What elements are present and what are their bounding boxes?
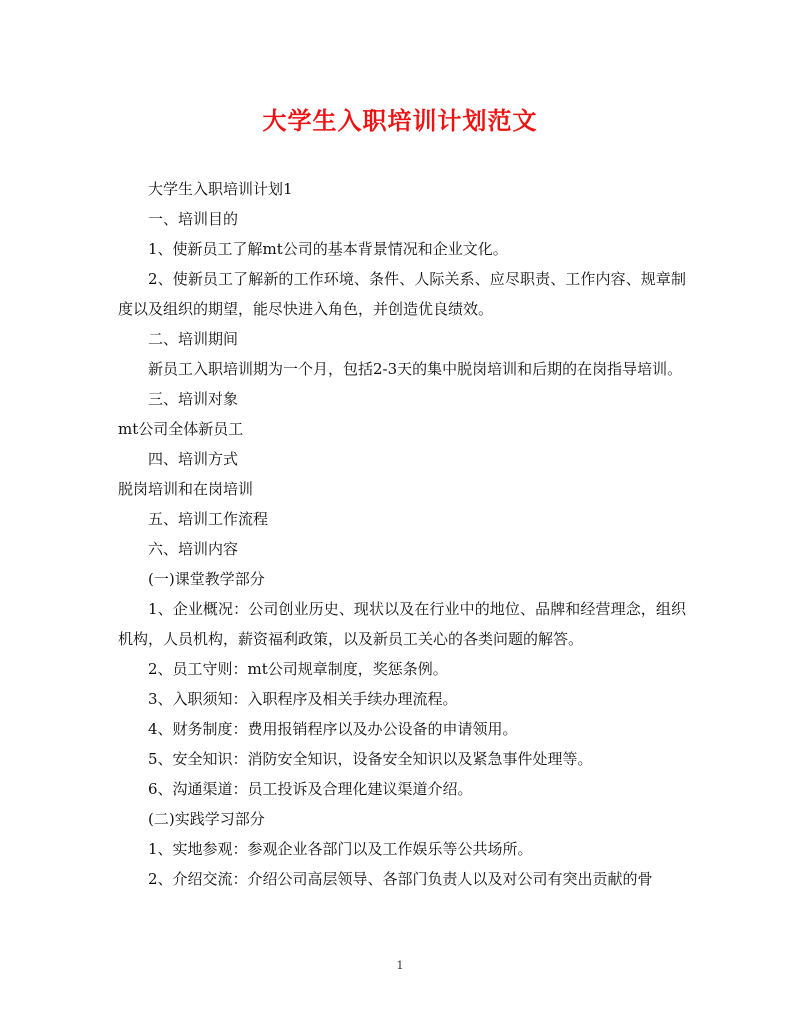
paragraph: mt公司全体新员工 — [118, 420, 244, 438]
section-heading: 二、培训期间 — [148, 330, 239, 348]
paragraph: 2、介绍交流：介绍公司高层领导、各部门负责人以及对公司有突出贡献的骨 — [148, 870, 653, 888]
page-number: 1 — [396, 959, 404, 972]
section-heading: 六、培训内容 — [148, 540, 239, 558]
section-heading: 四、培训方式 — [148, 450, 239, 468]
section-heading: 大学生入职培训计划1 — [148, 180, 293, 198]
paragraph: 新员工入职培训期为一个月，包括2-3天的集中脱岗培训和后期的在岗指导培训。 — [148, 360, 683, 378]
document-body — [118, 174, 686, 894]
paragraph: 5、安全知识：消防安全知识，设备安全知识以及紧急事件处理等。 — [148, 750, 593, 768]
subsection-heading: (二)实践学习部分 — [148, 810, 265, 828]
section-heading: 三、培训对象 — [148, 390, 239, 408]
paragraph: 2、员工守则：mt公司规章制度，奖惩条例。 — [148, 660, 448, 678]
paragraph: 1、使新员工了解mt公司的基本背景情况和企业文化。 — [148, 240, 508, 258]
paragraph: 2、使新员工了解新的工作环境、条件、人际关系、应尽职责、工作内容、规章制度以及组织的期望，能尽快进入角色，并创造优良绩效。 — [118, 270, 686, 318]
paragraph: 3、入职须知：入职程序及相关手续办理流程。 — [148, 690, 458, 708]
document-title: 大学生入职培训计划范文 — [262, 106, 538, 135]
paragraph: 1、企业概况：公司创业历史、现状以及在行业中的地位、品牌和经营理念，组织机构，人员机构，薪资福利政策，以及新员工关心的各类问题的解答。 — [118, 600, 686, 648]
section-heading: 一、培训目的 — [148, 210, 239, 228]
section-heading: 五、培训工作流程 — [148, 510, 269, 528]
paragraph: 1、实地参观：参观企业各部门以及工作娱乐等公共场所。 — [148, 840, 533, 858]
paragraph: 脱岗培训和在岗培训 — [118, 480, 254, 498]
paragraph: 6、沟通渠道：员工投诉及合理化建议渠道介绍。 — [148, 780, 473, 798]
subsection-heading: (一)课堂教学部分 — [148, 570, 265, 588]
paragraph: 4、财务制度：费用报销程序以及办公设备的申请领用。 — [148, 720, 518, 738]
